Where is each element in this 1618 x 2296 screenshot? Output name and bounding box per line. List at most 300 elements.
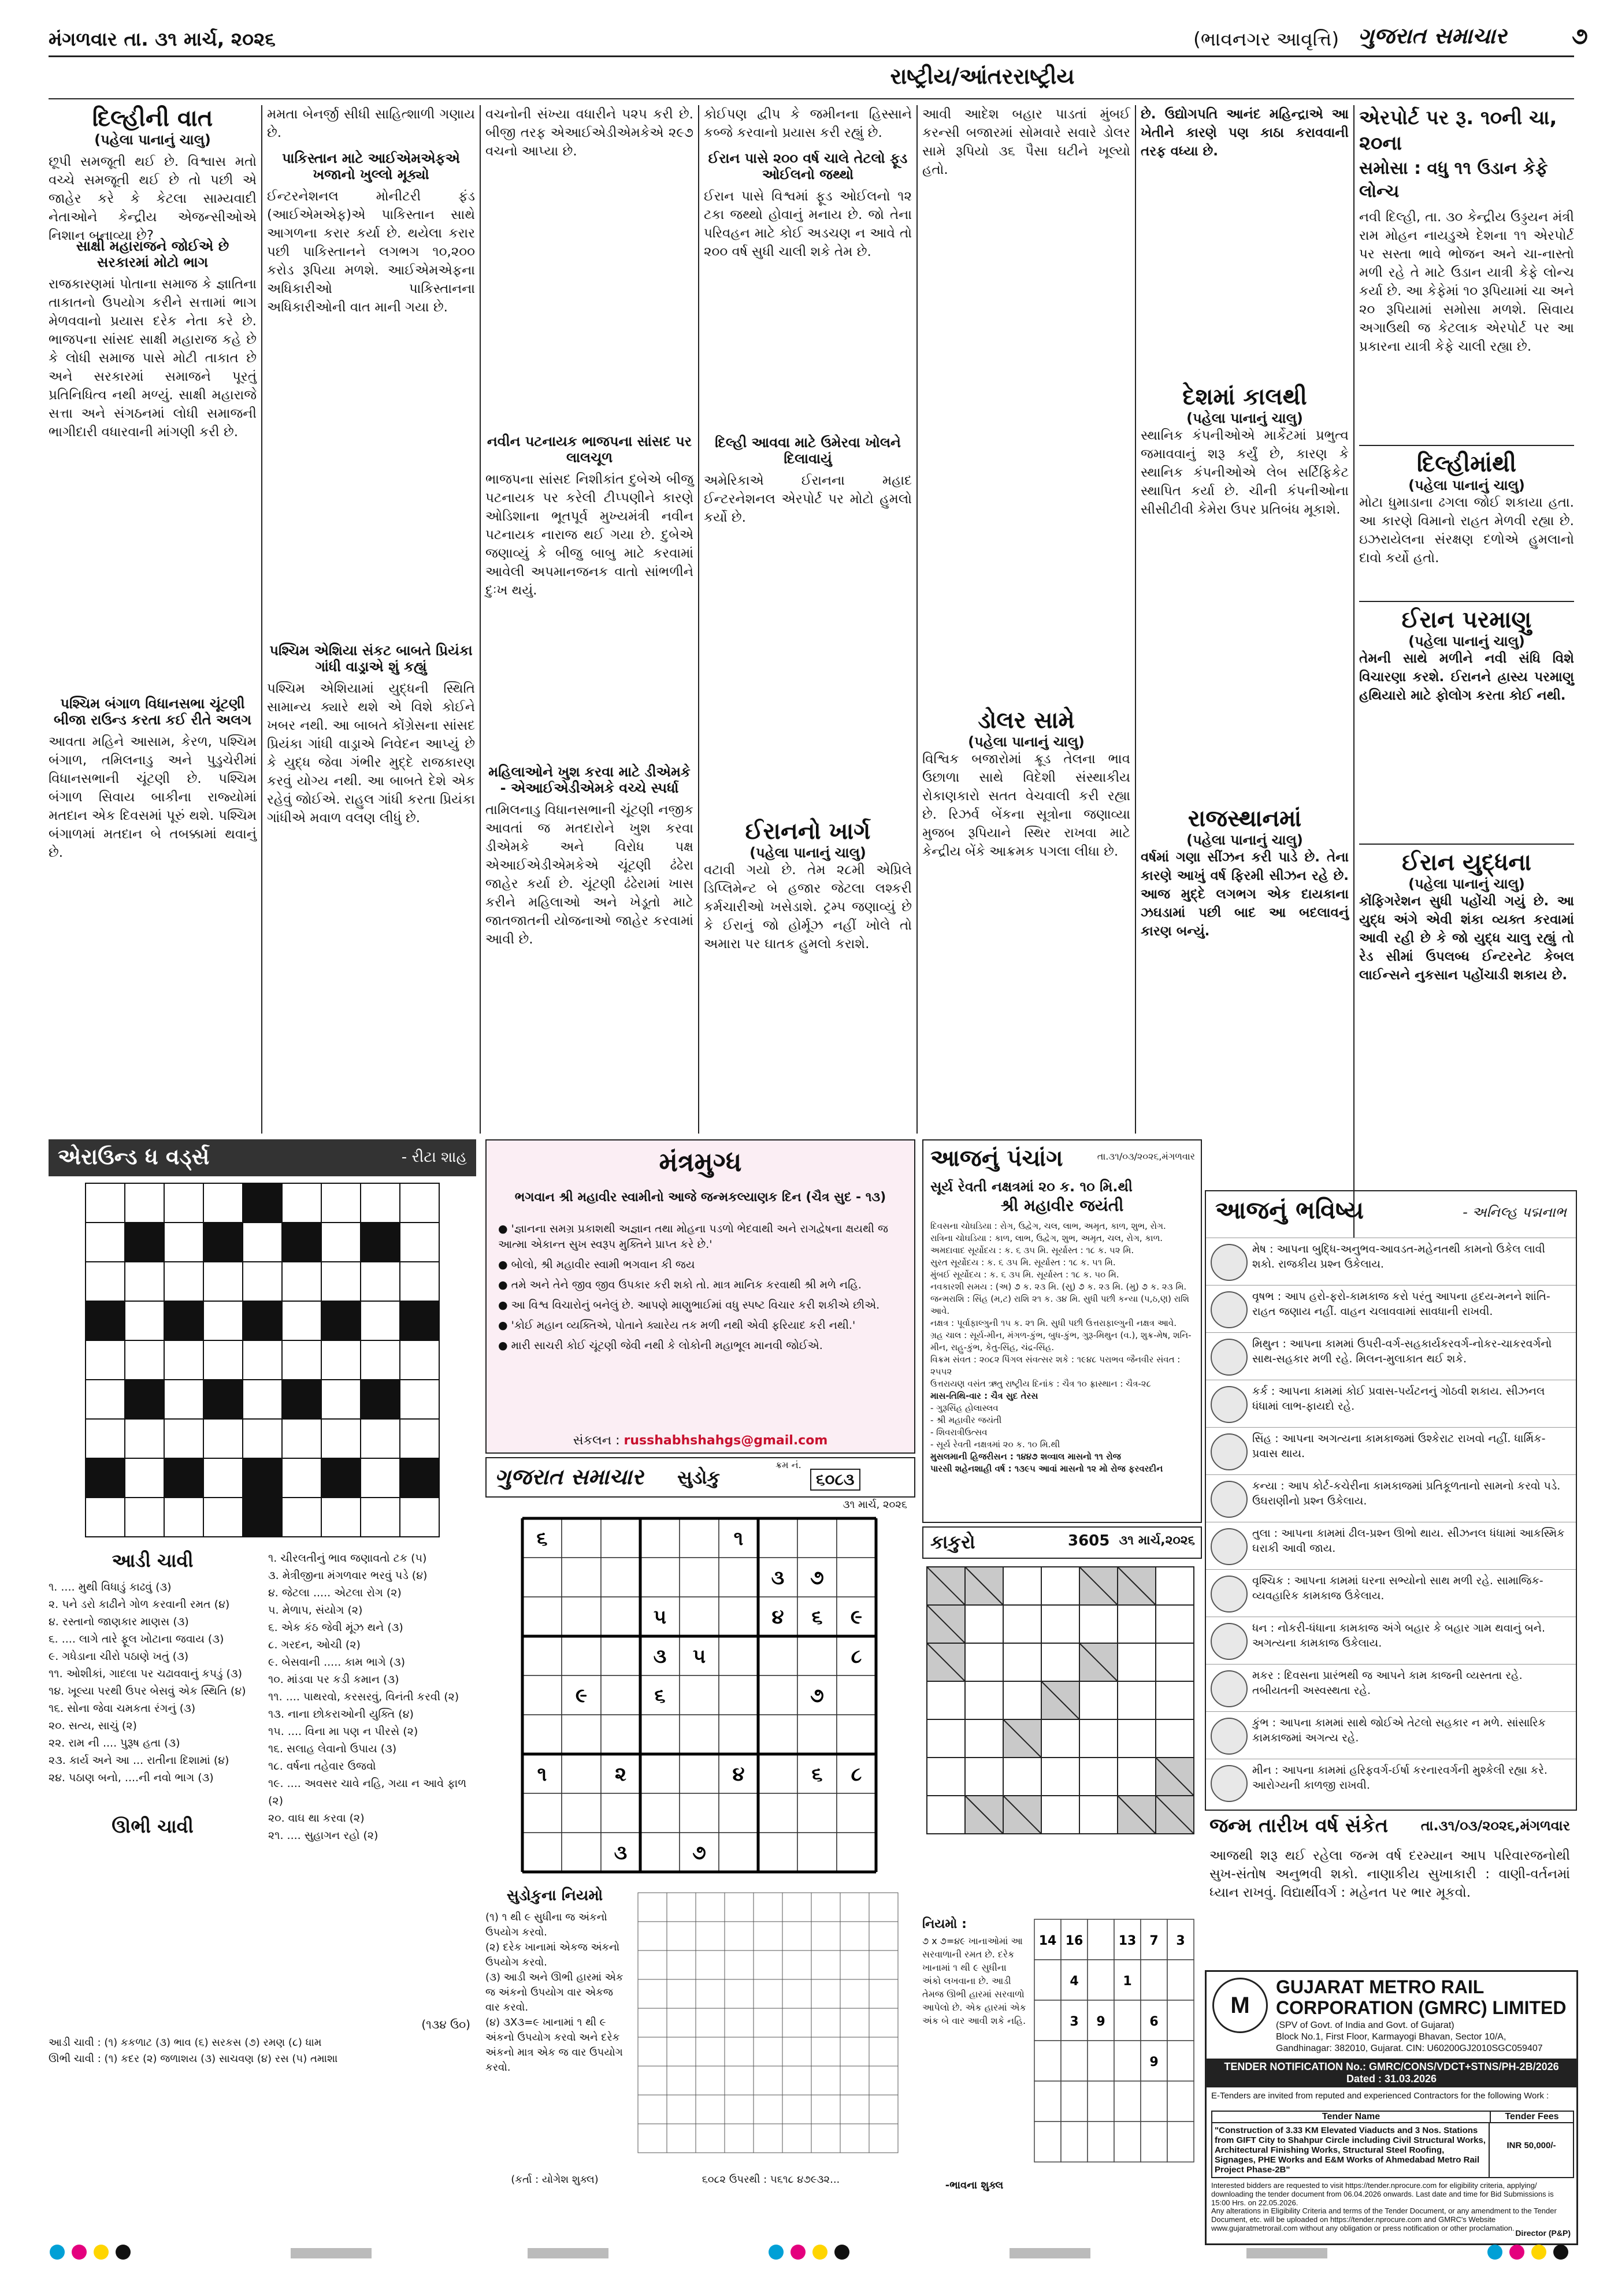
kakuro-cell[interactable] — [1118, 1719, 1156, 1758]
crossword-cell[interactable] — [400, 1419, 439, 1458]
kakuro-cell[interactable] — [927, 1758, 965, 1796]
sudoku-cell[interactable] — [680, 1675, 719, 1715]
sudoku-cell[interactable] — [640, 1754, 680, 1793]
crossword-cell[interactable] — [282, 1262, 321, 1301]
article-body: ભાજપના સાંસદ નિશીકાંત દુબેએ બીજુ પટનાયક પર કરેલી ટીપ્પણીને કારણે ઓડિશાના ભૂતપૂર્વ મુખ્યમંત્રી નવીન પટનાયક નારાજ થઈ ગયા છે. દુબેએ જણાવ્યું કે બીજુ બાબુ માટે કરવામાં આવેલી અપમાનજનક વાતો સાંભળીને દુઃખ થયું. — [485, 472, 693, 598]
crossword-cell[interactable] — [361, 1340, 400, 1380]
sudoku-cell[interactable] — [522, 1833, 562, 1872]
article-body: કોઈપણ દ્વીપ કે જમીનના હિસ્સાને કબ્જે કરવાનો પ્રયાસ કરી રહ્યું છે. — [704, 107, 912, 140]
tender-fees-header: Tender Fees — [1505, 2112, 1559, 2122]
kakuro-author: -ભાવના શુક્લ — [945, 2179, 1004, 2191]
crossword-cell[interactable] — [321, 1340, 361, 1380]
horoscope-row — [1206, 1617, 1576, 1663]
continued-note: (પહેલા પાનાનું ચાલુ) — [1408, 633, 1525, 649]
sudoku-cell[interactable] — [797, 1793, 837, 1833]
kakuro-cell[interactable] — [1118, 1681, 1156, 1719]
kakuro-cell[interactable] — [927, 1681, 965, 1719]
gmrc-company-2: CORPORATION (GMRC) LIMITED — [1276, 1997, 1567, 2018]
crossword-cell[interactable] — [321, 1183, 361, 1223]
kakuro-cell[interactable] — [1041, 1605, 1079, 1643]
article-body: વચનોની સંખ્યા વધારીને ૫૨૫ કરી છે. બીજી તરફ એઆઈએડીએમકેએ ૨૯૭ વચનો આપ્યા છે. — [485, 107, 693, 159]
across-clue: ૧. .... મુથી વિધાડું કાઢવું (૩) — [49, 1581, 172, 1593]
horoscope-row — [1206, 1238, 1576, 1284]
sudoku-prev-grid — [632, 1887, 910, 2158]
sudoku-paper: ગુજરાત સમાચાર — [495, 1464, 644, 1489]
sudoku-cell[interactable] — [522, 1715, 562, 1754]
kakuro-cell[interactable] — [1003, 1643, 1041, 1681]
sudoku-prev-cell — [840, 2095, 869, 2124]
kakuro-prev-cell — [1167, 2000, 1194, 2041]
kakuro-cell[interactable] — [965, 1758, 1003, 1796]
kakuro-prev-cell — [1034, 2122, 1061, 2162]
sudoku-cell[interactable] — [837, 1558, 876, 1597]
sudoku-cell[interactable] — [758, 1715, 797, 1754]
crossword-box — [49, 1139, 476, 2202]
crossword-cell[interactable] — [86, 1419, 125, 1458]
sudoku-prev-cell — [869, 1951, 898, 1979]
article-body: ઈરાન પાસે વિશ્વમાં ફૂડ ઓઈલનો ૧૨ ટકા જથ્થો હોવાનું મનાય છે. જો તેના પરિવહન માટે કોઈ અડચણ ન આવે તો ૨૦૦ વર્ષ સુધી ચાલી શકે તેમ છે. — [704, 189, 912, 259]
sudoku-prev-cell — [696, 2124, 725, 2153]
sudoku-cell[interactable] — [640, 1793, 680, 1833]
sudoku-given: ૩ — [614, 1841, 628, 1864]
sudoku-cell[interactable] — [640, 1558, 680, 1597]
kakuro-prev-value: 9 — [1149, 2055, 1159, 2070]
sudoku-prev-cell — [811, 2124, 840, 2153]
sudoku-prev-cell — [725, 2037, 754, 2066]
sudoku-cell[interactable] — [797, 1518, 837, 1558]
kakuro-prev-cell — [1167, 2122, 1194, 2162]
sudoku-prev-cell — [754, 1979, 782, 2008]
sudoku-cell[interactable] — [837, 1518, 876, 1558]
crossword-grid — [49, 1183, 476, 1541]
sudoku-cell[interactable] — [719, 1558, 758, 1597]
sudoku-cell[interactable] — [837, 1715, 876, 1754]
crossword-cell[interactable] — [321, 1223, 361, 1262]
sudoku-prev-cell — [725, 2095, 754, 2124]
kakuro-cell[interactable] — [1156, 1719, 1194, 1758]
sudoku-prev-cell — [840, 2066, 869, 2095]
crossword-cell[interactable] — [282, 1458, 321, 1498]
kakuro-cell[interactable] — [1079, 1719, 1118, 1758]
crossword-cell[interactable] — [321, 1419, 361, 1458]
panchang-line: મુંબઈ સૂર્યોદય : ક. ૬ ૩૫ મિ. સૂર્યાસ્ત : ૧૮ ક. ૫૦ મિ. — [930, 1269, 1119, 1280]
sudoku-prev-cell — [638, 2095, 667, 2124]
kakuro-cell[interactable] — [1118, 1758, 1156, 1796]
sudoku-prev-cell — [638, 1922, 667, 1951]
sudoku-cell[interactable] — [562, 1793, 601, 1833]
article-title: રાજસ્થાનમાં — [1187, 805, 1302, 832]
sudoku-prev-cell — [811, 2008, 840, 2037]
crossword-cell[interactable] — [164, 1183, 203, 1223]
down-clue: ૧૫. .... વિના મા પણ ન પીરસે (૨) — [268, 1725, 418, 1738]
sudoku-prev-cell — [869, 1979, 898, 2008]
column-1 — [49, 105, 257, 1134]
kakuro-prev-cell — [1114, 2041, 1141, 2081]
kakuro-prev-cell — [1061, 2122, 1088, 2162]
kakuro-cell[interactable] — [927, 1719, 965, 1758]
horoscope-text: તુલા : આપના કામમાં ઢીલ-પ્રશ્ન ઊભો થાય. સીઝનલ ધંધામાં આકસ્મિક ઘરાકી આવી જાય. — [1252, 1527, 1565, 1555]
sudoku-cell[interactable] — [837, 1793, 876, 1833]
column-4 — [704, 105, 912, 1134]
sudoku-given: ૮ — [851, 1763, 862, 1786]
kakuro-cell[interactable] — [1003, 1681, 1041, 1719]
birthday-body: આજથી શરૂ થઈ રહેલા જન્મ વર્ષ દરમ્યાન આપ પરિવારજનોથી સુખ-સંતોષ અનુભવી શકો. નાણાકીય સુખાકારી : વાણી-વર્તનમાં ધ્યાન રાખવું. વિદ્યાર્થીવર્ગ : મહેનત પર ભાર મૂકવો. — [1209, 1848, 1570, 1900]
sudoku-cell[interactable] — [719, 1833, 758, 1872]
crossword-cell[interactable] — [125, 1301, 164, 1340]
crossword-cell[interactable] — [125, 1419, 164, 1458]
panchang-note: - ગુરૂસિંહ હોલાસ્લવ — [930, 1403, 999, 1413]
crossword-black-cell — [243, 1301, 282, 1340]
kakuro-cell[interactable] — [1079, 1605, 1118, 1643]
sudoku-cell[interactable] — [680, 1558, 719, 1597]
crossword-cell[interactable] — [400, 1183, 439, 1223]
crossword-cell[interactable] — [86, 1498, 125, 1537]
sudoku-prev-cell — [782, 1922, 811, 1951]
sudoku-given: ૭ — [810, 1684, 824, 1707]
gmrc-company: GUJARAT METRO RAIL — [1276, 1977, 1485, 1997]
crossword-cell[interactable] — [164, 1498, 203, 1537]
crossword-black-cell — [243, 1183, 282, 1223]
mantra-quote: ● તમે અને તેને જીવ જીવ ઉપકાર કરી શકો તો. માત્ર માનિક કરવાથી શ્રી મળે નહિ. — [498, 1279, 862, 1291]
sudoku-cell[interactable] — [837, 1833, 876, 1872]
panchang-headline-2: શ્રી મહાવીર જયંતી — [1000, 1196, 1124, 1215]
down-clue: ૫. મેળાપ, સંયોગ (૨) — [268, 1604, 363, 1617]
horoscope-text: ધન : નોકરી-ધંધાના કામકાજ અંગે બહાર કે બહાર ગામ થવાનું બને. અગત્યના કામકાજ ઉકેલાય. — [1252, 1622, 1546, 1649]
sudoku-cell[interactable] — [522, 1558, 562, 1597]
crossword-cell[interactable] — [243, 1223, 282, 1262]
article-title: ઈરાનનો ખાર્ગ — [745, 818, 871, 845]
kakuro-cell[interactable] — [1079, 1796, 1118, 1834]
sudoku-cell[interactable] — [758, 1754, 797, 1793]
sudoku-prev-cell — [754, 1893, 782, 1922]
sudoku-prev-cell — [696, 1979, 725, 2008]
crossword-cell[interactable] — [243, 1262, 282, 1301]
panchang-parsi: પારસી શહેનશાહી વર્ષ : ૧૩૯૫ આવાં માસનો ૧૨ મો રોજ ફરવરદીન — [930, 1463, 1163, 1474]
kakuro-cell[interactable] — [1156, 1567, 1194, 1605]
sudoku-cell[interactable] — [719, 1675, 758, 1715]
crossword-cell[interactable] — [361, 1498, 400, 1537]
crossword-black-cell — [400, 1301, 439, 1340]
sudoku-cell[interactable] — [719, 1636, 758, 1675]
sudoku-cell[interactable] — [601, 1636, 640, 1675]
sudoku-prev-cell — [754, 1922, 782, 1951]
sudoku-cell[interactable] — [797, 1833, 837, 1872]
birthday-box — [1205, 1814, 1575, 1964]
sudoku-cell[interactable] — [562, 1715, 601, 1754]
crossword-cell[interactable] — [361, 1458, 400, 1498]
sudoku-prev-cell — [696, 2037, 725, 2066]
crossword-black-cell — [203, 1223, 243, 1262]
kakuro-prev-value: 3 — [1176, 1934, 1185, 1948]
sudoku-prev-cell — [754, 2066, 782, 2095]
kakuro-prev-cell — [1167, 2081, 1194, 2122]
zodiac-9-icon — [1211, 1623, 1248, 1660]
crossword-cell[interactable] — [282, 1498, 321, 1537]
kakuro-cell[interactable] — [1003, 1567, 1041, 1605]
sudoku-prev-cell — [667, 2037, 696, 2066]
down-clue: ૧૧. .... પાથરવો, કરસરવું, વિનંતી કરવી (૨) — [268, 1691, 459, 1703]
gray-strip — [1010, 2248, 1090, 2258]
kakuro-rules-title: નિયમો : — [922, 1917, 967, 1931]
crossword-cell[interactable] — [86, 1183, 125, 1223]
sudoku-cell[interactable] — [562, 1636, 601, 1675]
crossword-cell[interactable] — [86, 1262, 125, 1301]
sudoku-cell[interactable] — [522, 1636, 562, 1675]
kakuro-prev-value: 16 — [1065, 1934, 1083, 1948]
kakuro-number: 3605 — [1068, 1532, 1110, 1550]
print-registration-bar — [46, 2242, 1572, 2265]
kakuro-cell[interactable] — [965, 1719, 1003, 1758]
kakuro-date: ૩૧ માર્ચ,૨૦૨૬ — [1119, 1533, 1195, 1548]
sudoku-cell[interactable] — [601, 1715, 640, 1754]
kakuro-cell[interactable] — [1156, 1605, 1194, 1643]
kakuro-cell[interactable] — [1156, 1643, 1194, 1681]
sudoku-cell[interactable] — [680, 1754, 719, 1793]
kakuro-cell[interactable] — [1118, 1605, 1156, 1643]
kakuro-cell[interactable] — [1156, 1681, 1194, 1719]
issue-date: મંગળવાર તા. ૩૧ માર્ચ, ૨૦૨૬ — [49, 28, 276, 50]
sudoku-cell[interactable] — [601, 1518, 640, 1558]
across-clue: ૯. ગધેડાના ચીરો પઠાણે ખતું (૩) — [49, 1650, 189, 1663]
down-clue: ૧૯. .... અવસર ચાવે નહિ, ગયા ન આવે ફાળ (૨) — [268, 1777, 467, 1807]
crossword-cell[interactable] — [321, 1380, 361, 1419]
kakuro-cell[interactable] — [1041, 1567, 1079, 1605]
kakuro-cell[interactable] — [965, 1605, 1003, 1643]
sudoku-cell[interactable] — [562, 1833, 601, 1872]
sudoku-cell[interactable] — [601, 1558, 640, 1597]
contact-email[interactable]: russhabhshahgs@gmail.com — [624, 1433, 828, 1448]
crossword-cell[interactable] — [125, 1498, 164, 1537]
horoscope-row — [1206, 1285, 1576, 1332]
article-title: ઈરાન યુદ્ધના — [1402, 849, 1531, 876]
down-clue: ૧૦. માંડવા પર કડી કમાન (૩) — [268, 1673, 399, 1686]
article-body: તામિલનાડુ વિધાનસભાની ચૂંટણી નજીક આવતાં જ મતદારોને ખુશ કરવા ડીએમકે અને વિરોધ પક્ષ એઆઈએડીએમકેએ ચૂંટણી ઢંઢેરા જાહેર કર્યા છે. ચૂંટણી ઢંઢેરામાં ખાસ કરીને મહિલાઓ અને ખેડૂતો માટે જાતજાતની યોજનાઓ જાહેર કરવામાં આવી છે. — [485, 803, 693, 947]
kakuro-cell[interactable] — [965, 1681, 1003, 1719]
kakuro-cell[interactable] — [1041, 1719, 1079, 1758]
crossword-cell[interactable] — [203, 1301, 243, 1340]
continued-note: (પહેલા પાનાનું ચાલુ) — [1186, 832, 1303, 848]
kakuro-cell[interactable] — [1003, 1605, 1041, 1643]
tender-notification — [1207, 2059, 1576, 2087]
kakuro-cell[interactable] — [1003, 1758, 1041, 1796]
sudoku-cell[interactable] — [640, 1833, 680, 1872]
kakuro-cell[interactable] — [1079, 1681, 1118, 1719]
crossword-cell[interactable] — [361, 1262, 400, 1301]
mantra-box — [485, 1139, 915, 1454]
crossword-cell[interactable] — [361, 1183, 400, 1223]
crossword-cell[interactable] — [400, 1498, 439, 1537]
kakuro-cell[interactable] — [1041, 1758, 1079, 1796]
sudoku-cell[interactable] — [680, 1793, 719, 1833]
sudoku-prev-cell — [725, 1979, 754, 2008]
sudoku-cell[interactable] — [758, 1833, 797, 1872]
sudoku-prev-cell — [754, 1951, 782, 1979]
sudoku-prev-cell — [638, 2008, 667, 2037]
crossword-cell[interactable] — [400, 1380, 439, 1419]
horoscope-text: મકર : દિવસના પ્રારંભથી જ આપને કામ કાજની વ્યસ્તતા રહે. તબીયતની અસ્વસ્થતા રહે. — [1252, 1669, 1523, 1697]
kakuro-title: કાકુરો — [930, 1531, 975, 1553]
crossword-cell[interactable] — [125, 1458, 164, 1498]
sub-heading: પશ્ચિમ બંગાળ વિધાનસભા ચૂંટણી બીજા રાઉન્ડ કરતા કઈ રીતે અલગ — [54, 696, 251, 728]
sudoku-prev-cell — [840, 1979, 869, 2008]
crossword-cell[interactable] — [282, 1183, 321, 1223]
sudoku-prev-cell — [869, 1893, 898, 1922]
zodiac-12-icon — [1211, 1765, 1248, 1802]
horoscope-text: વૃશ્ચિક : આપના કામમાં ઘરના સભ્યોનો સાથ મળી રહે. સામાજિક-વ્યવહારિક કામકાજ ઉકેલાય. — [1252, 1574, 1543, 1602]
sub-heading: ઈરાન પાસે ૨૦૦ વર્ષ ચાલે તેટલો ફૂડ ઓઈલનો જથ્થો — [708, 150, 908, 183]
sub-heading: નવીન પટનાયક ભાજપના સાંસદ પર લાલચૂળ — [487, 433, 692, 466]
tender-table — [1211, 2111, 1574, 2178]
sudoku-given: ૩ — [771, 1566, 785, 1589]
sudoku-cell[interactable] — [680, 1518, 719, 1558]
crossword-cell[interactable] — [203, 1340, 243, 1380]
crossword-cell[interactable] — [361, 1301, 400, 1340]
sudoku-cell[interactable] — [640, 1518, 680, 1558]
sudoku-cell[interactable] — [758, 1793, 797, 1833]
zodiac-2-icon — [1211, 1291, 1248, 1328]
sudoku-prev-cell — [667, 1922, 696, 1951]
crossword-cell[interactable] — [203, 1498, 243, 1537]
down-clue: ૨૦. વાઘ થા કરવા (૨) — [268, 1812, 365, 1825]
sudoku-cell[interactable] — [758, 1636, 797, 1675]
sudoku-prev-cell — [840, 2124, 869, 2153]
crossword-cell[interactable] — [400, 1262, 439, 1301]
sudoku-prev-cell — [638, 1979, 667, 2008]
tender-name-header: Tender Name — [1212, 2112, 1491, 2122]
crossword-cell[interactable] — [86, 1340, 125, 1380]
sudoku-cell[interactable] — [797, 1636, 837, 1675]
across-clue: ૨૦. સત્ય, સાચું (૨) — [49, 1719, 137, 1732]
horoscope-row — [1206, 1711, 1576, 1758]
crossword-cell[interactable] — [321, 1498, 361, 1537]
crossword-cell[interactable] — [361, 1419, 400, 1458]
tender-footer-1: Interested bidders are requested to visit https://tender.nprocure.com for eligibility criteria, applying/ downloading the tender document from 06.04.2026 onwards. Last date and time for Bid Submissions is 15:00 Hrs. on 22.05.2026. — [1211, 2181, 1554, 2207]
sudoku-cell[interactable] — [562, 1597, 601, 1636]
column-3 — [485, 105, 693, 1134]
article-body: મોટા ધુમાડાના ઢગલા જોઈ શકાયા હતા. આ કારણે વિમાનો રાહત મેળવી રહ્યા છે. ઇઝરાયેલના સંરક્ષણ દળોએ હુમલાનો દાવો કર્યો હતો. — [1359, 495, 1574, 566]
crossword-cell[interactable] — [164, 1262, 203, 1301]
sudoku-cell[interactable] — [562, 1558, 601, 1597]
kakuro-grid — [922, 1562, 1200, 1909]
tender-footer-2: Any alterations in Eligibility Criteria and terms of the Tender Document, or any amendment to the Tender Document, etc. will be uploaded on https://tender.nprocure.com and GMRC's Website www.gujaratmetrorail.com without any obligation or press notification or other proclamation. — [1211, 2206, 1557, 2232]
crossword-cell[interactable] — [243, 1340, 282, 1380]
sudoku-cell[interactable] — [522, 1675, 562, 1715]
sudoku-cell[interactable] — [640, 1715, 680, 1754]
crossword-cell[interactable] — [203, 1262, 243, 1301]
sudoku-prev-cell — [782, 1979, 811, 2008]
sudoku-cell[interactable] — [719, 1715, 758, 1754]
sudoku-cell[interactable] — [522, 1793, 562, 1833]
sudoku-cell[interactable] — [522, 1597, 562, 1636]
article-title: દેશમાં કાલથી — [1182, 384, 1307, 410]
kakuro-prev-cell — [1114, 2122, 1141, 2162]
sudoku-cell[interactable] — [562, 1754, 601, 1793]
crossword-cell[interactable] — [243, 1419, 282, 1458]
sudoku-given: ૮ — [851, 1645, 862, 1668]
sudoku-cell[interactable] — [680, 1597, 719, 1636]
crossword-cell[interactable] — [203, 1183, 243, 1223]
column-6 — [1141, 105, 1349, 1134]
crossword-black-cell — [164, 1301, 203, 1340]
crossword-cell[interactable] — [125, 1183, 164, 1223]
sub-heading: પશ્ચિમ એશિયા સંકટ બાબતે પ્રિયંકા ગાંધી વાડ્રાએ શું કહ્યું — [269, 642, 473, 675]
sudoku-cell[interactable] — [601, 1597, 640, 1636]
sudoku-prev-cell — [667, 2066, 696, 2095]
crossword-cell[interactable] — [86, 1380, 125, 1419]
sudoku-number: ૬૦૮૩ — [810, 1469, 860, 1491]
kakuro-cell[interactable] — [1041, 1796, 1079, 1834]
sudoku-rule: (૩) આડી અને ઊભી હારમાં એક જ અંકનો ઉપયોગ વાર એકજ વાર કરવો. — [485, 1971, 624, 2013]
kakuro-cell[interactable] — [1041, 1643, 1079, 1681]
sudoku-given: ૭ — [692, 1841, 706, 1864]
sudoku-prev-cell — [638, 2066, 667, 2095]
crossword-cell[interactable] — [203, 1458, 243, 1498]
crossword-cell[interactable] — [86, 1223, 125, 1262]
sudoku-cell[interactable] — [758, 1675, 797, 1715]
down-clue: ૧૮. વર્ષના તહેવાર ઉજવો — [268, 1760, 376, 1773]
crossword-cell[interactable] — [164, 1223, 203, 1262]
sudoku-cell[interactable] — [562, 1518, 601, 1558]
mantra-quotes — [498, 1221, 903, 1358]
horoscope-text: કુંભ : આપના કામમાં સાથે જોઈએ તેટલો સહકાર ન મળે. સાંસારિક કામકાજમાં અગત્ય રહે. — [1252, 1717, 1546, 1744]
crossword-cell[interactable] — [400, 1223, 439, 1262]
kakuro-cell[interactable] — [1118, 1643, 1156, 1681]
article-body: વિશ્વિક બજારોમાં ક્રૂડ તેલના ભાવ ઉછાળા સાથે વિદેશી સંસ્થાકીય રોકાણકારો સતત વેચવાલી કરી રહ્યા છે. રિઝર્વ બેંકના સૂત્રોના જણાવ્યા મુજબ રૂપિયાને સ્થિર રાખવા માટે કેન્દ્રીય બેંકે આક્રમક પગલા લીધા છે. — [922, 752, 1130, 859]
sudoku-cell[interactable] — [837, 1675, 876, 1715]
crossword-cell[interactable] — [203, 1419, 243, 1458]
sudoku-cell[interactable] — [797, 1715, 837, 1754]
sudoku-cell[interactable] — [758, 1518, 797, 1558]
sudoku-prev-cell — [811, 2037, 840, 2066]
crossword-cell[interactable] — [125, 1262, 164, 1301]
crossword-cell[interactable] — [125, 1340, 164, 1380]
sudoku-cell[interactable] — [719, 1793, 758, 1833]
kakuro-cell[interactable] — [927, 1796, 965, 1834]
sudoku-title: સુડોકુ — [677, 1466, 721, 1488]
kakuro-prev-cell — [1141, 2081, 1167, 2122]
sudoku-box — [485, 1457, 913, 2202]
crossword-cell[interactable] — [243, 1380, 282, 1419]
sudoku-cell[interactable] — [680, 1715, 719, 1754]
article-body: આવી આદેશ બહાર પાડતાં મુંબઈ કરન્સી બજારમાં સોમવારે સવારે ડોલર સામે રૂપિયો ૩૬ પૈસા ઘટીને ખૂલ્યો હતો. — [922, 107, 1130, 177]
horoscope-text: સિંહ : આપના અગત્યના કામકાજમાં ઉશ્કેરાટ રાખવો નહીં. ધાર્મિક-પ્રવાસ થાય. — [1252, 1432, 1546, 1460]
horoscope-text: વૃષભ : આપ હરો-ફરો-કામકાજ કરો પરંતુ આપના હૃદય-મનને શાંતિ-રાહત જણાય નહીં. વાહન ચલાવવામાં સાવધાની રાખવી. — [1252, 1290, 1550, 1318]
crossword-cell[interactable] — [282, 1340, 321, 1380]
crossword-cell[interactable] — [282, 1301, 321, 1340]
sudoku-cell[interactable] — [719, 1597, 758, 1636]
kakuro-cell[interactable] — [965, 1643, 1003, 1681]
crossword-cell[interactable] — [321, 1262, 361, 1301]
horoscope-title: આજનું ભવિષ્ય — [1215, 1196, 1364, 1224]
sudoku-prev-cell — [725, 2124, 754, 2153]
crossword-cell[interactable] — [164, 1340, 203, 1380]
crossword-cell[interactable] — [400, 1340, 439, 1380]
across-clue: ૨૪. પઠાણ બનો, ....ની નવો ભાગ (૩) — [49, 1771, 214, 1784]
sudoku-given: ૬ — [811, 1606, 823, 1629]
crossword-cell[interactable] — [282, 1419, 321, 1458]
article-body: આવતા મહિને આસામ, કેરળ, પશ્ચિમ બંગાળ, તમિલનાડુ અને પુડુચેરીમાં વિધાનસભાની ચૂંટણી છે. પશ્ચિમ બંગાળ સિવાય બાકીના રાજ્યોમાં મતદાન એક દિવસમાં પૂરું થશે. પશ્ચિમ બંગાળમાં મતદાન બે તબક્કામાં થવાનું છે. — [49, 734, 257, 860]
horoscope-row — [1206, 1664, 1576, 1711]
sudoku-cell[interactable] — [601, 1793, 640, 1833]
article-body: પશ્ચિમ એશિયામાં યુદ્ધની સ્થિતિ સામાન્ય ક્યારે થશે એ વિશે કોઈને ખબર નથી. આ બાબતે કોંગ્રેસના સાંસદ પ્રિયંકા ગાંધી વાડ્રાએ નિવેદન આપ્યું છે કે યુદ્ધ જેવા ગંભીર મુદ્દે રાજકારણ કરવું યોગ્ય નથી. આ બાબતે દેશે એક રહેવું જોઈએ. રાહુલ ગાંધી કરતા પ્રિયંકા ગાંધીએ મવાળ વલણ લીધું છે. — [267, 681, 475, 826]
crossword-cell[interactable] — [164, 1419, 203, 1458]
kakuro-cell[interactable] — [1079, 1758, 1118, 1796]
article-title: ઈરાન પરમાણુ — [1401, 607, 1532, 633]
crossword-cell[interactable] — [164, 1380, 203, 1419]
sudoku-cell[interactable] — [601, 1675, 640, 1715]
tender-fees: INR 50,000/- — [1506, 2141, 1556, 2150]
panchang-line: વિક્રમ સંવત : ૨૦૮૨ પિંગલ સંવત્સર શકે : ૧૯૪૮ પરાભવ જૈનવીર સંવત : ૨૫૫૨ — [930, 1354, 1181, 1377]
